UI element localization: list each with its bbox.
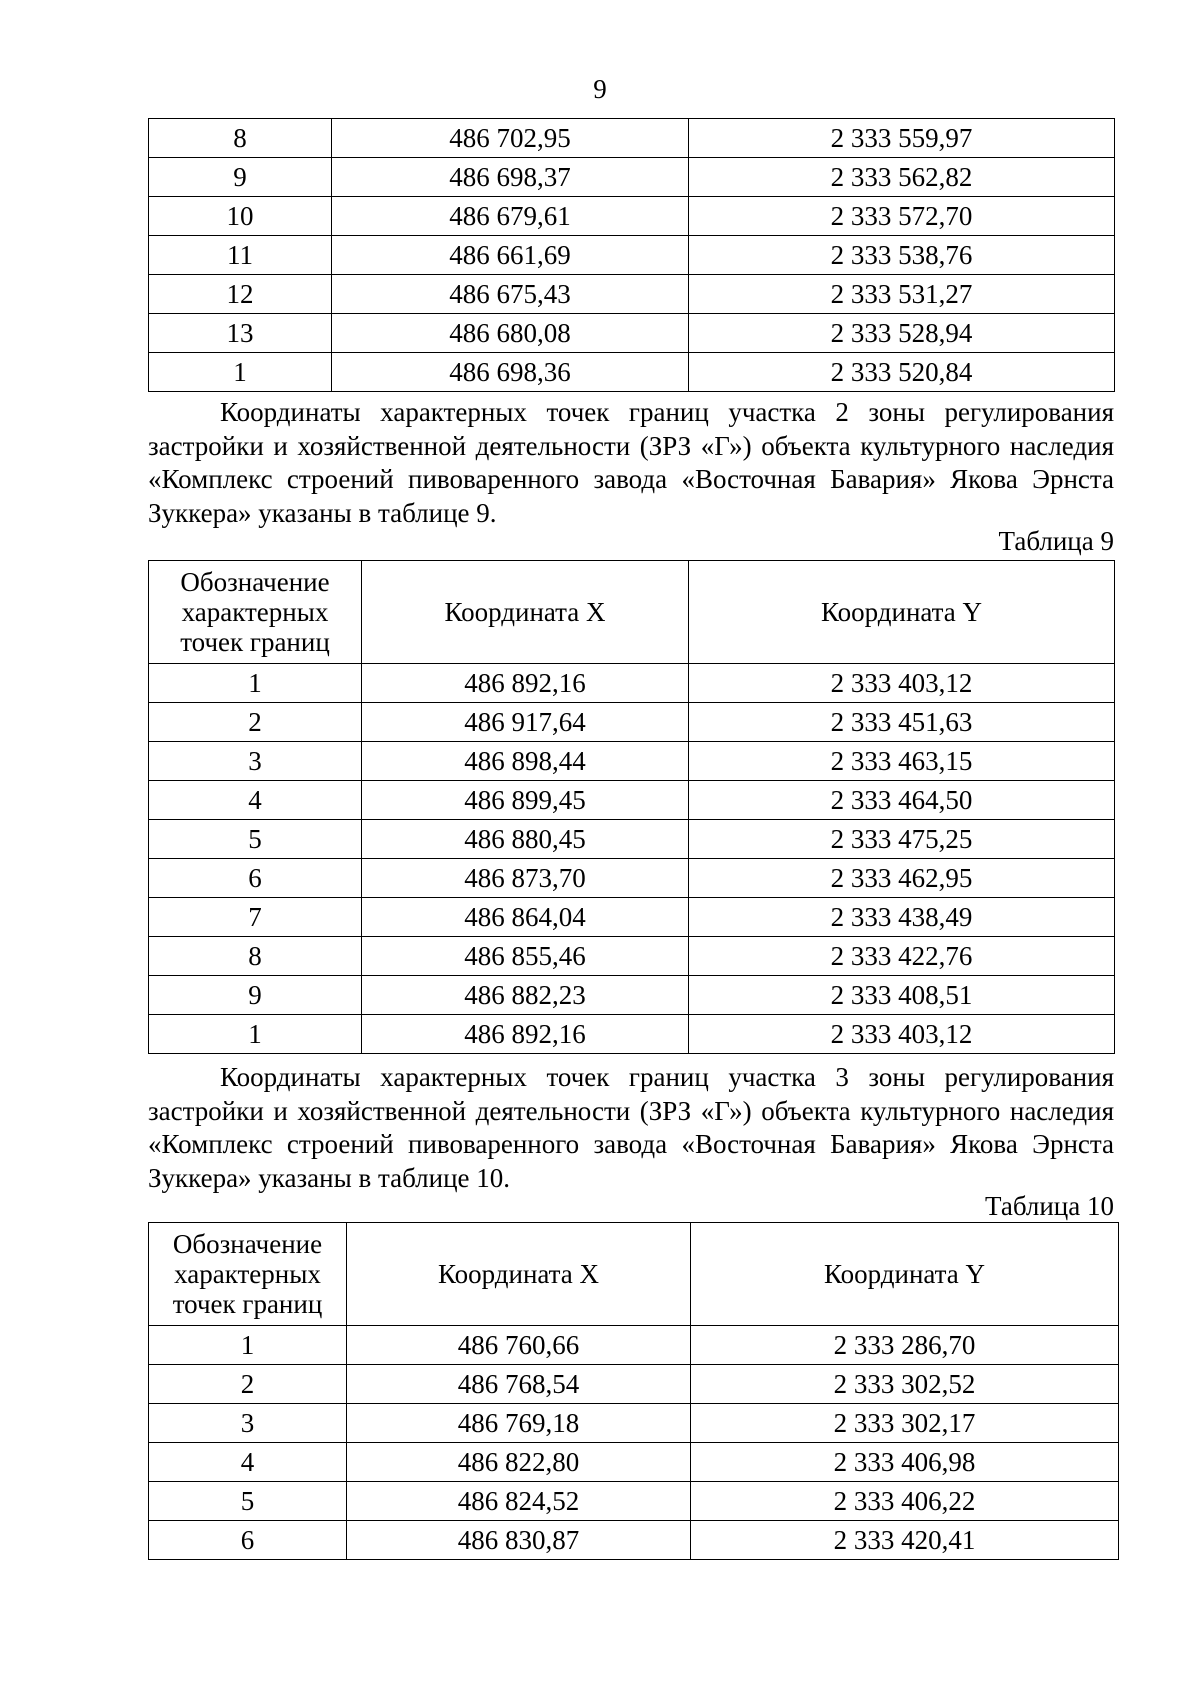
point-number-cell: 12 [149,275,332,314]
header-y: Координата Y [691,1223,1119,1326]
table-body [149,664,1115,1054]
table-row [149,859,1115,898]
point-number-cell: 1 [149,1015,362,1054]
coordinate-y-cell: 2 333 451,63 [689,703,1115,742]
coordinate-y-cell: 2 333 420,41 [691,1521,1119,1560]
coordinate-y-cell: 2 333 403,12 [689,1015,1115,1054]
coordinate-x-cell: 486 873,70 [362,859,689,898]
table-row [149,703,1115,742]
table-row [149,820,1115,859]
coordinate-x-cell: 486 768,54 [347,1365,691,1404]
coordinate-y-cell: 2 333 422,76 [689,937,1115,976]
header-point [149,1223,347,1326]
coordinate-y-cell: 2 333 463,15 [689,742,1115,781]
header-y: Координата Y [689,561,1115,664]
table-row [149,1482,1119,1521]
point-number-cell: 8 [149,119,332,158]
table-row [149,976,1115,1015]
coordinate-x-cell: 486 680,08 [332,314,689,353]
point-number-cell: 1 [149,1326,347,1365]
table-8-continuation [148,118,1115,392]
coordinate-x-cell: 486 830,87 [347,1521,691,1560]
table-body [149,119,1115,392]
point-number-cell: 6 [149,1521,347,1560]
point-number-cell: 3 [149,742,362,781]
coordinate-x-cell: 486 698,37 [332,158,689,197]
table-header-row [149,1223,1119,1326]
table-row [149,1521,1119,1560]
coordinate-x-cell: 486 892,16 [362,664,689,703]
table-10 [148,1222,1119,1560]
table-row [149,353,1115,392]
coordinate-y-cell: 2 333 572,70 [689,197,1115,236]
coordinate-x-cell: 486 702,95 [332,119,689,158]
coordinate-y-cell: 2 333 408,51 [689,976,1115,1015]
coordinate-y-cell: 2 333 302,52 [691,1365,1119,1404]
table-row [149,1326,1119,1365]
coordinate-x-cell: 486 892,16 [362,1015,689,1054]
table-row [149,197,1115,236]
point-number-cell: 2 [149,1365,347,1404]
table-row [149,937,1115,976]
coordinate-x-cell: 486 898,44 [362,742,689,781]
point-number-cell: 5 [149,820,362,859]
table-body [149,1326,1119,1560]
header-point-line: Обозначение [172,1229,323,1259]
table-row [149,1365,1119,1404]
coordinate-y-cell: 2 333 302,17 [691,1404,1119,1443]
header-point-line: характерных [181,597,329,627]
header-x: Координата X [362,561,689,664]
table-header-row [149,561,1115,664]
table-row [149,119,1115,158]
table-row [149,781,1115,820]
coordinate-y-cell: 2 333 406,22 [691,1482,1119,1521]
coordinate-x-cell: 486 769,18 [347,1404,691,1443]
coordinate-x-cell: 486 824,52 [347,1482,691,1521]
point-number-cell: 9 [149,158,332,197]
page-number: 9 [593,74,607,104]
coordinate-y-cell: 2 333 559,97 [689,119,1115,158]
coordinate-y-cell: 2 333 286,70 [691,1326,1119,1365]
point-number-cell: 6 [149,859,362,898]
coordinate-y-cell: 2 333 462,95 [689,859,1115,898]
paragraph-text: Координаты характерных точек границ участка 3 зоны регулирования застройки и хозяйственной деятельности (ЗРЗ «Г») объекта культурного наследия «Комплекс строений пивоваренного завода «Восточная Бавария» Якова Эрнста Зуккера» указаны в таблице 10. [148,1062,1114,1193]
coordinate-y-cell: 2 333 531,27 [689,275,1115,314]
coordinate-x-cell: 486 855,46 [362,937,689,976]
coordinate-x-cell: 486 698,36 [332,353,689,392]
table-10-caption: Таблица 10 [985,1191,1114,1221]
coordinate-y-cell: 2 333 562,82 [689,158,1115,197]
header-point-line: точек границ [180,627,330,657]
table-row [149,1443,1119,1482]
coordinate-y-cell: 2 333 528,94 [689,314,1115,353]
point-number-cell: 10 [149,197,332,236]
point-number-cell: 11 [149,236,332,275]
coordinate-y-cell: 2 333 438,49 [689,898,1115,937]
coordinate-y-cell: 2 333 475,25 [689,820,1115,859]
table-9-caption: Таблица 9 [998,526,1114,556]
point-number-cell: 2 [149,703,362,742]
coordinate-x-cell: 486 899,45 [362,781,689,820]
table-row [149,664,1115,703]
point-number-cell: 13 [149,314,332,353]
table-row [149,1404,1119,1443]
table-row [149,314,1115,353]
coordinate-x-cell: 486 661,69 [332,236,689,275]
coordinate-x-cell: 486 822,80 [347,1443,691,1482]
coordinate-x-cell: 486 882,23 [362,976,689,1015]
coordinate-y-cell: 2 333 538,76 [689,236,1115,275]
point-number-cell: 7 [149,898,362,937]
point-number-cell: 5 [149,1482,347,1521]
coordinate-y-cell: 2 333 520,84 [689,353,1115,392]
header-point-line: характерных [174,1259,321,1289]
coordinate-x-cell: 486 679,61 [332,197,689,236]
coordinate-x-cell: 486 917,64 [362,703,689,742]
coordinate-y-cell: 2 333 406,98 [691,1443,1119,1482]
point-number-cell: 4 [149,1443,347,1482]
coordinate-y-cell: 2 333 464,50 [689,781,1115,820]
point-number-cell: 4 [149,781,362,820]
coordinate-y-cell: 2 333 403,12 [689,664,1115,703]
coordinate-x-cell: 486 675,43 [332,275,689,314]
paragraph-table-9-intro [148,396,1114,530]
point-number-cell: 1 [149,353,332,392]
header-point-line: Обозначение [180,567,330,597]
paragraph-table-10-intro [148,1061,1114,1195]
coordinate-x-cell: 486 880,45 [362,820,689,859]
point-number-cell: 3 [149,1404,347,1443]
table-row [149,275,1115,314]
coordinate-x-cell: 486 864,04 [362,898,689,937]
point-number-cell: 8 [149,937,362,976]
coordinate-x-cell: 486 760,66 [347,1326,691,1365]
header-point [149,561,362,664]
table-row [149,236,1115,275]
header-x: Координата X [347,1223,691,1326]
point-number-cell: 9 [149,976,362,1015]
table-9 [148,560,1115,1054]
table-row [149,898,1115,937]
table-row [149,1015,1115,1054]
header-point-line: точек границ [172,1289,323,1319]
table-row [149,158,1115,197]
paragraph-text: Координаты характерных точек границ участка 2 зоны регулирования застройки и хозяйственной деятельности (ЗРЗ «Г») объекта культурного наследия «Комплекс строений пивоваренного завода «Восточная Бавария» Якова Эрнста Зуккера» указаны в таблице 9. [148,397,1114,528]
point-number-cell: 1 [149,664,362,703]
table-row [149,742,1115,781]
